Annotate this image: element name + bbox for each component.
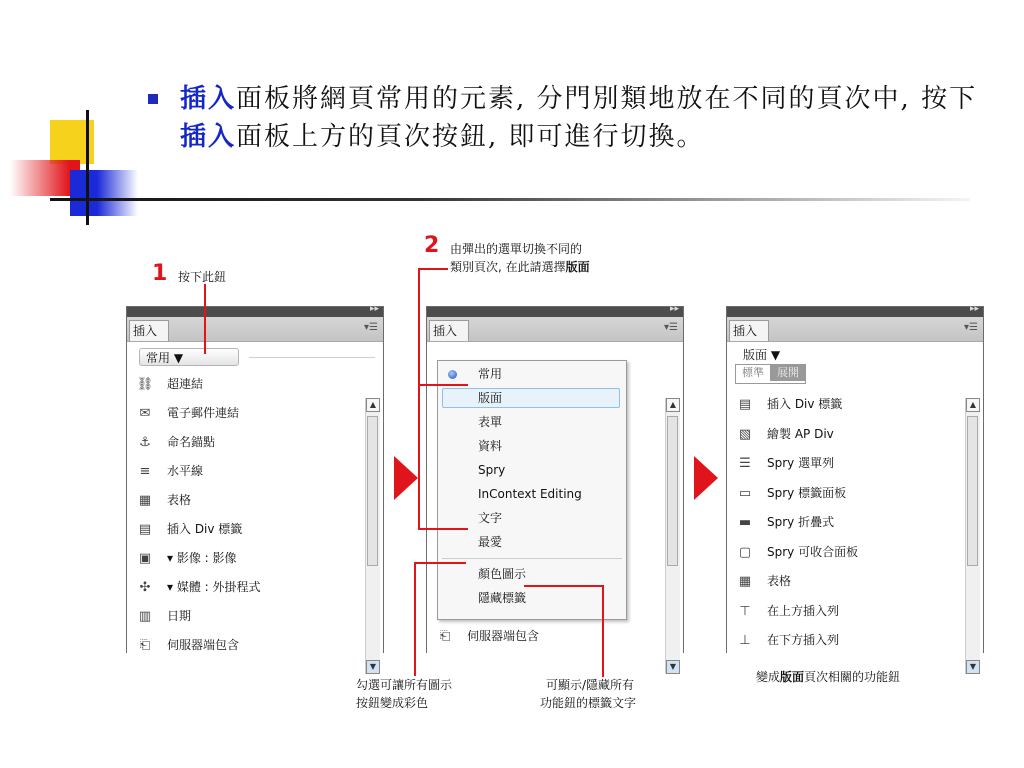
panel-item-label: 伺服器端包含: [467, 629, 540, 643]
decor-blue-bar: [70, 170, 138, 216]
panel-item-label: 繪製 AP Div: [767, 426, 834, 441]
callout-line: [418, 268, 448, 270]
panel-item[interactable]: [735, 628, 839, 652]
headline-highlight: 插入: [180, 84, 237, 114]
panel-item-label: 表格: [167, 493, 192, 507]
color-icons-caption-line1: 勾選可讓所有圖示: [356, 678, 453, 692]
panel-item[interactable]: [135, 517, 242, 541]
tab-insert[interactable]: 插入: [129, 320, 169, 341]
server-include-icon: ⎗: [439, 629, 451, 644]
tab-expanded[interactable]: 展開: [771, 365, 805, 381]
panel-options-menu-icon[interactable]: ▾☰: [964, 322, 978, 333]
tab-standard[interactable]: 標準: [736, 365, 771, 381]
panel-tab-row: [127, 317, 383, 342]
panel-item-label: Spry 選單列: [767, 456, 835, 470]
panel-titlebar: [127, 304, 383, 317]
panel-item[interactable]: [735, 540, 858, 564]
scrollbar[interactable]: [665, 398, 680, 674]
callout-line: [418, 528, 468, 530]
panel-item[interactable]: [135, 633, 239, 657]
spry-tabbed-panels-icon: ▭: [738, 485, 752, 501]
panel-item[interactable]: [735, 510, 834, 534]
flow-arrow-icon: [394, 456, 418, 500]
panel-item-label: Spry 標籤面板: [767, 485, 847, 500]
scrollbar[interactable]: [365, 398, 380, 674]
panel-item-label: 在下方插入列: [767, 633, 840, 647]
radio-selected-icon: [448, 370, 457, 379]
scroll-thumb[interactable]: [367, 416, 378, 566]
color-icons-caption-line2: 按鈕變成彩色: [356, 696, 429, 710]
callout-line: [204, 284, 206, 354]
panel-item[interactable]: [135, 401, 239, 425]
panel-item-label: Spry 可收合面板: [767, 544, 859, 559]
menu-item[interactable]: 常用: [478, 367, 503, 381]
ap-div-icon: ▧: [738, 426, 752, 442]
email-link-icon: ✉: [139, 406, 151, 421]
panel-item-label: 插入 Div 標籤: [767, 397, 843, 411]
tab-insert[interactable]: 插入: [729, 320, 769, 341]
step2-caption-text: 類別頁次, 在此請選擇: [450, 260, 566, 274]
callout-line: [524, 585, 604, 587]
mode-toggle: [735, 364, 806, 384]
panel-item-label: 表格: [767, 574, 792, 588]
step2-caption-bold: 版面: [565, 260, 590, 274]
panel-item-label: 電子郵件連結: [167, 406, 240, 420]
slide-headline: [180, 80, 1000, 156]
panel-item[interactable]: [435, 624, 539, 648]
expand-arrows-icon[interactable]: ▸▸: [669, 304, 679, 314]
panel-titlebar: [727, 304, 983, 317]
step-number: 2: [424, 233, 440, 258]
menu-selection-highlight: [442, 388, 620, 408]
menu-item[interactable]: 最愛: [478, 535, 503, 549]
insert-panel-common: [126, 304, 384, 671]
bullet-icon: [148, 94, 158, 104]
chevron-down-icon: ▼: [173, 351, 184, 365]
menu-item[interactable]: InContext Editing: [478, 487, 582, 501]
table-icon: ▦: [138, 493, 152, 508]
panel-item-label: 水平線: [167, 464, 204, 478]
panel-titlebar: [427, 304, 683, 317]
scroll-down-icon[interactable]: ▼: [666, 660, 680, 674]
panel-item[interactable]: [135, 459, 203, 483]
div-tag-icon: ▤: [138, 522, 152, 537]
table-icon: ▦: [738, 574, 752, 589]
image-icon: ▣: [138, 551, 152, 566]
scroll-up-icon[interactable]: ▲: [666, 398, 680, 412]
panel-options-menu-icon[interactable]: ▾☰: [364, 322, 378, 333]
result-caption-bold: 版面: [780, 670, 805, 684]
step-number: 1: [152, 261, 168, 286]
callout-line: [414, 562, 416, 676]
panel-item[interactable]: [735, 481, 846, 505]
panel-body: [127, 342, 383, 671]
spry-accordion-icon: ▬: [738, 515, 752, 530]
result-caption-text: 頁次相關的功能鈕: [804, 670, 901, 684]
scroll-thumb[interactable]: [967, 416, 978, 566]
category-label: 常用: [146, 351, 171, 365]
panel-item-label: ▾ 影像 : 影像: [167, 551, 237, 565]
step1-caption: 按下此鈕: [178, 270, 227, 284]
decor-horizontal-line: [50, 198, 970, 201]
panel-item[interactable]: [135, 430, 215, 454]
panel-item[interactable]: [135, 546, 237, 570]
panel-item[interactable]: [735, 599, 839, 623]
panel-item-label: 在上方插入列: [767, 603, 840, 618]
hide-labels-caption-line1: 可顯示/隱藏所有: [546, 678, 635, 692]
expand-arrows-icon[interactable]: ▸▸: [369, 304, 379, 314]
scroll-thumb[interactable]: [667, 416, 678, 566]
callout-line: [418, 384, 468, 386]
divider: [249, 357, 375, 358]
menu-item[interactable]: 表單: [478, 415, 503, 429]
insert-row-below-icon: ⊥: [739, 633, 751, 648]
insert-panel-menu-open: [426, 304, 684, 671]
category-popup-menu: [437, 360, 627, 620]
server-include-icon: ⎗: [139, 638, 151, 653]
callout-line: [414, 562, 466, 564]
menu-item[interactable]: 版面: [478, 391, 503, 405]
scroll-up-icon[interactable]: ▲: [966, 398, 980, 412]
category-dropdown[interactable]: [743, 346, 780, 363]
decor-vertical-line: [86, 110, 89, 225]
insert-panel-layout: [726, 304, 984, 671]
panel-item[interactable]: [135, 488, 191, 512]
media-plugin-icon: ✣: [139, 580, 151, 595]
panel-item-label: ▾ 媒體 : 外掛程式: [167, 580, 261, 594]
scroll-down-icon[interactable]: ▼: [366, 660, 380, 674]
panel-item[interactable]: [135, 604, 191, 628]
menu-item[interactable]: Spry: [478, 463, 506, 477]
panel-body: [427, 342, 683, 671]
step2-caption-line1: 由彈出的選單切換不同的: [450, 242, 583, 256]
flow-arrow-icon: [694, 456, 718, 500]
panel-item[interactable]: [135, 372, 203, 396]
panel-item-label: 命名錨點: [167, 435, 216, 449]
scroll-up-icon[interactable]: ▲: [366, 398, 380, 412]
panel-item-label: 伺服器端包含: [167, 638, 240, 652]
div-tag-icon: ▤: [738, 397, 752, 412]
panel-item[interactable]: [735, 422, 834, 446]
menu-item[interactable]: 文字: [478, 511, 503, 525]
horizontal-rule-icon: ≡: [139, 464, 151, 479]
hyperlink-icon: ⛓: [136, 377, 154, 392]
panel-item-label: 日期: [167, 609, 192, 623]
panel-tab-row: [427, 317, 683, 342]
named-anchor-icon: ⚓: [139, 435, 151, 450]
panel-body: [727, 342, 983, 671]
scroll-down-icon[interactable]: ▼: [966, 660, 980, 674]
panel-item[interactable]: [735, 451, 834, 475]
scrollbar[interactable]: [965, 398, 980, 674]
headline-text: 面板將網頁常用的元素, 分門別類地放在不同的頁次中, 按下: [236, 84, 978, 114]
callout-line: [602, 585, 604, 677]
tab-insert[interactable]: 插入: [429, 320, 469, 341]
category-label: 版面: [743, 348, 768, 362]
panel-item[interactable]: [735, 569, 791, 593]
panel-item-label: Spry 折疊式: [767, 515, 835, 529]
step2-caption-line2: [450, 258, 590, 276]
panel-item[interactable]: [135, 575, 261, 599]
spry-collapsible-icon: ▢: [738, 544, 752, 560]
expand-arrows-icon[interactable]: ▸▸: [969, 304, 979, 314]
panel-item-label: 超連結: [167, 377, 204, 391]
menu-item[interactable]: 資料: [478, 439, 503, 453]
spry-menubar-icon: ☰: [739, 456, 751, 471]
panel-item[interactable]: [735, 392, 842, 416]
headline-highlight: 插入: [180, 122, 237, 152]
menu-item[interactable]: 隱藏標籤: [478, 591, 527, 605]
date-icon: ▥: [138, 609, 152, 624]
menu-item[interactable]: 顏色圖示: [478, 567, 527, 581]
category-dropdown[interactable]: [139, 348, 239, 366]
result-caption-text: 變成: [756, 670, 781, 684]
headline-text: 面板上方的頁次按鈕, 即可進行切換。: [236, 122, 705, 152]
panel-tab-row: [727, 317, 983, 342]
chevron-down-icon: ▼: [770, 348, 781, 362]
insert-row-above-icon: ⊤: [739, 603, 751, 619]
panel-item-label: 插入 Div 標籤: [167, 522, 243, 536]
panel-options-menu-icon[interactable]: ▾☰: [664, 322, 678, 333]
callout-line: [418, 268, 420, 530]
menu-separator: [442, 558, 622, 559]
hide-labels-caption-line2: 功能鈕的標籤文字: [540, 696, 637, 710]
result-caption: [756, 668, 900, 686]
